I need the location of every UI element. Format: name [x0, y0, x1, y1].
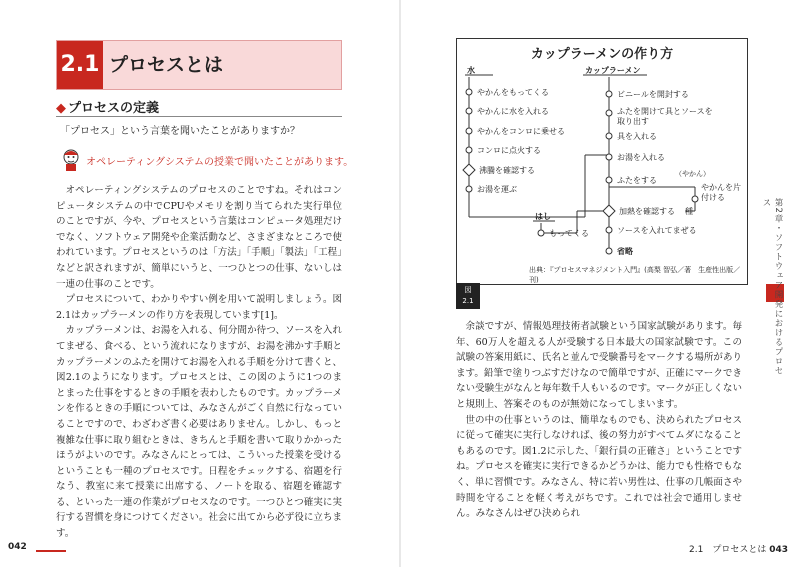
water-step: やかんに水を入れる [477, 107, 549, 116]
page-number-left: 042 [8, 542, 27, 552]
cup-step: 省略 [617, 247, 633, 256]
section-title: プロセスとは [109, 54, 224, 76]
kettle-step: やかんを片付ける [701, 183, 741, 202]
figure-badge-top: 図 [464, 286, 472, 294]
figure-source: 出典：『プロセスマネジメント入門』(高梨 智弘／著 生産性出版／刊) [529, 266, 741, 284]
cup-step: ふたを開けて具とソースを取り出す [617, 107, 713, 126]
cup-step: ソースを入れてまぜる [617, 226, 697, 235]
chapter-side-tab: 第2章・ソフトウェア開発におけるプロセス [761, 198, 783, 376]
water-step: お湯を運ぶ [477, 185, 517, 194]
figure-badge-number: 2.1 [462, 297, 474, 305]
cup-step: ふたをする [617, 176, 657, 185]
intro-question: 「プロセス」という言葉を聞いたことがありますか？ [60, 126, 300, 137]
paragraph: オペレーティングシステムのプロセスのことですね。それはコンピュータシステムの中でCPUやメモリを割り当てられた実行単位のことですが、今や、プロセスという言葉はコンピュータ処理だけでなく、ソフトウェア開発や企業活動など、さまざまなところで使われています。プロセスというのは「方法」「手順」「製法」「工程」などと訳されますが、簡単にいうと、一つひとつの仕事、ないしは一連の仕事のことです。 [56, 185, 342, 290]
figure-2-1 [456, 38, 748, 285]
water-step: 沸騰を確認する [479, 166, 535, 175]
lane-hashi-label: はし [535, 212, 551, 221]
diamond-icon: ◆ [56, 101, 66, 116]
student-icon [60, 147, 82, 171]
water-step: コンロに点火する [477, 146, 541, 155]
lane-water-label: 水 [467, 66, 475, 75]
side-label: 種 [685, 207, 693, 216]
figure-title: カップラーメンの作り方 [530, 47, 674, 62]
subheading-text: プロセスの定義 [68, 101, 160, 116]
section-number: 2.1 [57, 41, 103, 89]
right-body-text [456, 319, 742, 522]
water-step: やかんをもってくる [477, 88, 549, 97]
lane-kettle-label: （やかん） [675, 170, 710, 178]
left-body-text [56, 183, 342, 542]
paragraph: カップラーメンは、お湯を入れる、何分間か待つ、ソースを入れてまぜる、食べる、という流れになりますが、お湯を沸かす手順とカップラーメンのふたを開けてお湯を入れる手順を分けて書くと、図2.1のようになります。プロセスとは、この図のように1つのまとまった仕事をするときの手順を表わしたものです。カップラーメンを作るときの手順については、みなさんがごく自然に行なっていることですので、わざわざ書く必要はありません。しかし、もっと複雑な仕事に取り組むときは、きちんと手順を書いて取りかかったほうがよいのです。みなさんにとっては、こういった授業を受けるということも一種のプロセスです。日程をチェックする、宿題を行なう、教室に来て授業に出席する、ノートを取る、宿題を確認する、といった一連の作業がプロセスなのです。一つひとつ確実に実行する習慣を身につけてください。社会に出てから必ず役に立ちます。 [56, 325, 342, 540]
paragraph: 世の中の仕事というのは、簡単なものでも、決められたプロセスに従って確実に実行しなければ、後の努力がすべてムダになることもあるのです。図1.2に示した、「銀行員の正確さ」ということですね。プロセスを確実に実行できるかどうかは、能力でも性格でもなく、単に習慣です。みなさん、特に若い男性は、仕事の几帳面さや時間を守ることを軽く考えがちです。これでは社会で通用しません。みなさんはぜひ決められ [456, 414, 742, 520]
folio-number: 043 [769, 545, 788, 555]
figure-badge [456, 283, 480, 309]
right-page [400, 0, 800, 567]
folio-rule [36, 550, 66, 552]
paragraph: プロセスについて、わかりやすい例を用いて説明しましょう。図2.1はカップラーメンの作り方を表現しています[1]。 [56, 294, 342, 321]
page-number-right [689, 542, 788, 555]
folio-section: 2.1 プロセスとは [689, 545, 767, 555]
cup-step: お湯を入れる [617, 153, 665, 162]
hashi-step: もってくる [549, 229, 589, 238]
cup-step: ビニールを開封する [617, 90, 689, 99]
subheading-rule [56, 116, 342, 117]
section-header [56, 40, 342, 90]
cup-step: 加熱を確認する [619, 207, 675, 216]
water-step: やかんをコンロに乗せる [477, 127, 565, 136]
callout-text: オペレーティングシステムの授業で聞いたことがあります。 [86, 157, 354, 168]
paragraph: 余談ですが、情報処理技術者試験という国家試験があります。毎年、60万人を超える人が受験する日本最大の国家試験です。この試験の答案用紙に、氏名と並んで受験番号をマークする場所があります。鉛筆で塗りつぶすだけなので簡単ですが、正確にマークできない受験生がなんと毎年数千人もいるのです。マークが正しくないと規則上、答案そのものが無効になってしまいます。 [456, 321, 742, 410]
lane-cup-label: カップラーメン [585, 66, 641, 75]
cup-step: 具を入れる [617, 132, 657, 141]
subheading [56, 97, 159, 116]
